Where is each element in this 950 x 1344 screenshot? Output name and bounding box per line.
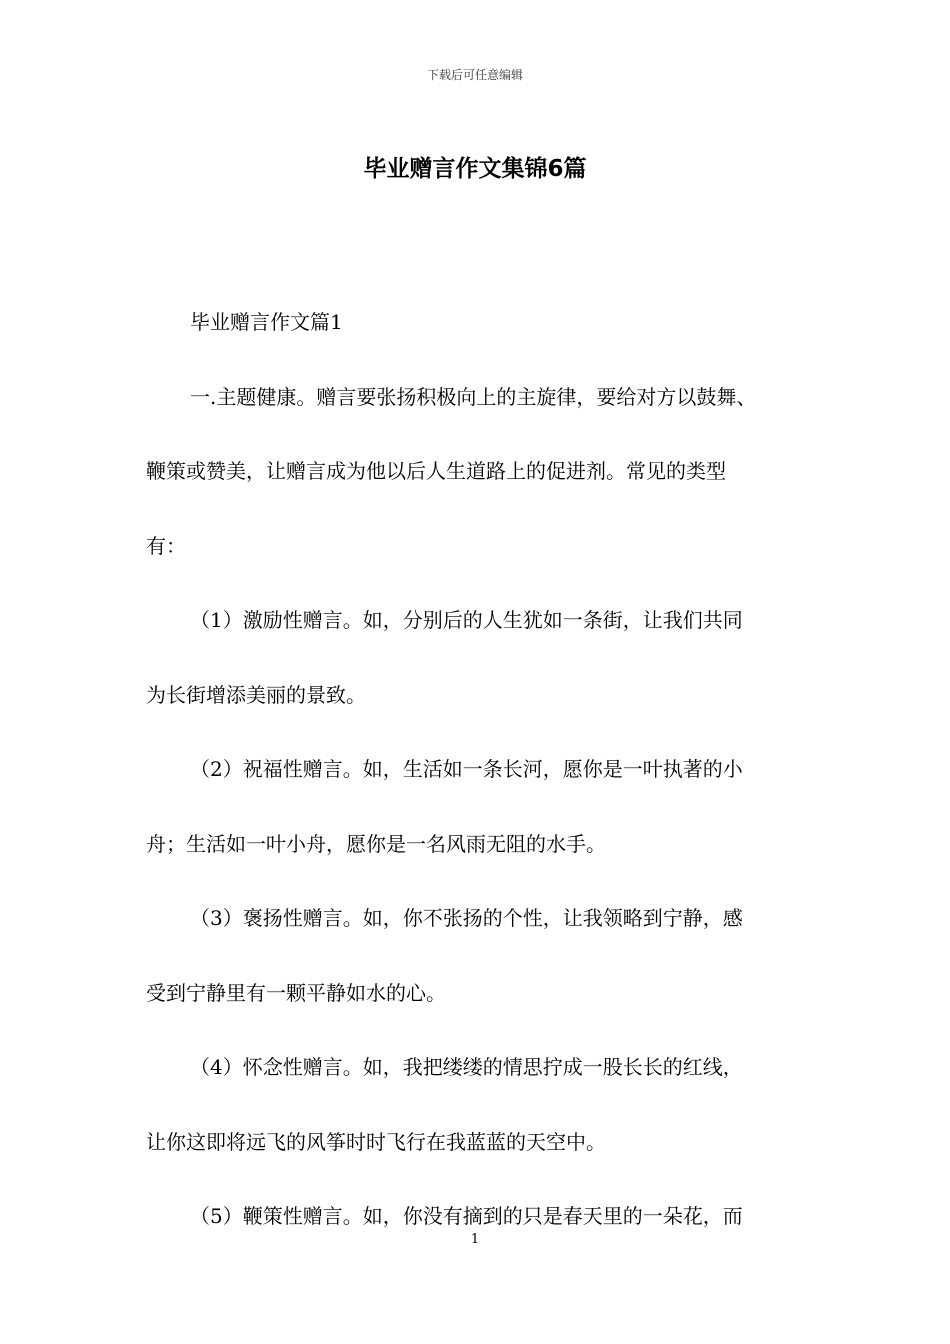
paragraph <box>146 881 826 1030</box>
paragraph-line: 鞭策或赞美，让赠言成为他以后人生道路上的促进剂。常见的类型 <box>146 459 726 483</box>
header-note: 下载后可任意编辑 <box>426 68 523 82</box>
paragraph-line: 让你这即将远飞的风筝时时飞行在我蓝蓝的天空中。 <box>146 1129 606 1154</box>
document-title: 毕业赠言作文集锦6篇 <box>363 156 587 182</box>
paragraph-line: 有： <box>146 533 186 558</box>
paragraph <box>146 732 826 881</box>
paragraph <box>146 583 826 732</box>
paragraph-line: 受到宁静里有一颗平静如水的心。 <box>146 980 446 1005</box>
paragraph-line: （5）鞭策性赠言。如，你没有摘到的只是春天里的一朵花，而 <box>190 1204 743 1228</box>
document-body <box>146 285 826 1254</box>
paragraph-line: 一.主题健康。赠言要张扬积极向上的主旋律，要给对方以鼓舞、 <box>190 384 757 409</box>
paragraph <box>146 1030 826 1179</box>
paragraph-line: （4）怀念性赠言。如，我把缕缕的情思拧成一股长长的红线， <box>190 1055 743 1079</box>
paragraph <box>146 360 826 584</box>
paragraph-line: （3）褒扬性赠言。如，你不张扬的个性，让我领略到宁静，感 <box>190 906 743 930</box>
page-number: 1 <box>470 1232 480 1247</box>
paragraph-line: 舟；生活如一叶小舟，愿你是一名风雨无阻的水手。 <box>146 831 606 856</box>
paragraph-line: 为长街增添美丽的景致。 <box>146 682 366 707</box>
section-heading: 毕业赠言作文篇1 <box>190 310 343 334</box>
paragraph-line: （2）祝福性赠言。如，生活如一条长河，愿你是一叶执著的小 <box>190 757 743 781</box>
paragraph-list <box>146 360 826 1254</box>
paragraph-line: （1）激励性赠言。如，分别后的人生犹如一条街，让我们共同 <box>190 608 743 632</box>
